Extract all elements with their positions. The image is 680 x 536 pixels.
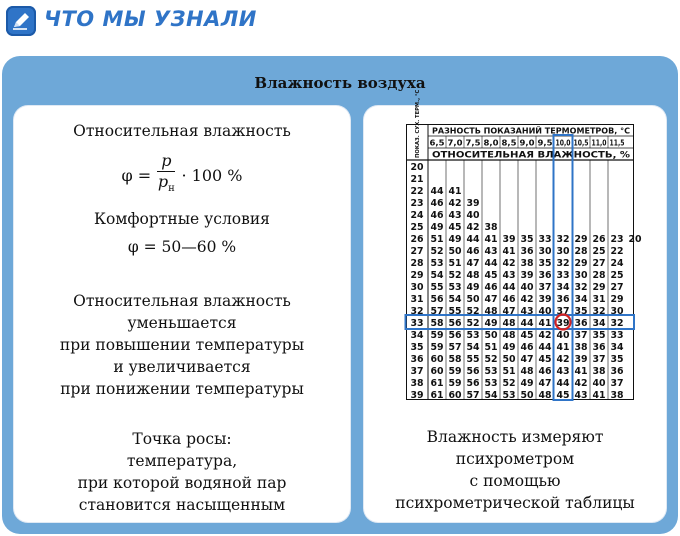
humidity-value: 40: [538, 305, 552, 317]
diff-value: 11,5: [609, 138, 625, 148]
humidity-value: 54: [484, 389, 498, 401]
formula-rhs: · 100 %: [181, 165, 243, 185]
humidity-value: 41: [556, 341, 570, 353]
caption-line-4: психрометрической таблицы: [395, 494, 635, 512]
humidity-value: 37: [592, 353, 606, 365]
humidity-value: 46: [538, 365, 552, 377]
humidity-value: 61: [430, 377, 444, 389]
humidity-value: 49: [520, 377, 534, 389]
humidity-value: 43: [502, 269, 516, 281]
humidity-value: 39: [556, 317, 570, 329]
formula-den-letter: p: [157, 171, 169, 191]
humidity-value: 50: [520, 389, 534, 401]
humidity-value: 53: [430, 257, 444, 269]
diff-header: РАЗНОСТЬ ПОКАЗАНИЙ ТЕРМОМЕТРОВ, °С: [432, 125, 634, 136]
psychrometric-table-svg: [406, 89, 642, 401]
humidity-value: 23: [610, 233, 624, 245]
humidity-value: 56: [430, 293, 444, 305]
humidity-value: 46: [430, 209, 444, 221]
humidity-value: 46: [502, 293, 516, 305]
humidity-value: 36: [538, 269, 552, 281]
humidity-value: 48: [484, 305, 498, 317]
humidity-value: 61: [430, 389, 444, 401]
humidity-value: 39: [574, 353, 588, 365]
humidity-value: 32: [592, 305, 606, 317]
humidity-value: 52: [466, 317, 480, 329]
humidity-value: 29: [592, 281, 606, 293]
dry-temp-value: 36: [410, 353, 424, 365]
humidity-line-2: уменьшается: [127, 314, 237, 332]
humidity-value: 27: [592, 257, 606, 269]
humidity-value: 43: [520, 305, 534, 317]
humidity-value: 46: [430, 197, 444, 209]
diff-value: 7,0: [447, 138, 463, 148]
humidity-value: 52: [430, 245, 444, 257]
humidity-value: 36: [592, 341, 606, 353]
pencil-icon: [6, 6, 36, 36]
dry-temp-value: 35: [410, 341, 424, 353]
humidity-value: 45: [520, 329, 534, 341]
humidity-value: 53: [502, 389, 516, 401]
humidity-value: 29: [574, 233, 588, 245]
dry-temp-value: 25: [410, 221, 424, 233]
relative-humidity-heading: Относительная влажность: [73, 122, 291, 140]
humidity-value: 25: [610, 269, 624, 281]
diff-value: 7,5: [465, 138, 481, 148]
humidity-value: 32: [574, 281, 588, 293]
humidity-value: 47: [520, 353, 534, 365]
humidity-value: 46: [466, 245, 480, 257]
humidity-value: 27: [610, 281, 624, 293]
humidity-value: 56: [466, 377, 480, 389]
humidity-value: 32: [556, 257, 570, 269]
humidity-value: 46: [484, 281, 498, 293]
psychrometer-card: [364, 89, 666, 522]
dry-temp-value: 38: [410, 377, 424, 389]
humidity-value: 49: [502, 341, 516, 353]
humidity-value: 46: [520, 341, 534, 353]
humidity-value: 51: [448, 257, 462, 269]
humidity-value: 29: [610, 293, 624, 305]
humidity-value: 59: [448, 377, 462, 389]
humidity-value: 59: [430, 341, 444, 353]
humidity-value: 35: [538, 257, 552, 269]
comfort-heading: Комфортные условия: [94, 210, 270, 228]
humidity-value: 53: [448, 281, 462, 293]
humidity-value: 59: [430, 329, 444, 341]
humidity-value: 57: [448, 341, 462, 353]
caption-line-1: Влажность измеряют: [426, 428, 604, 446]
formula-denominator: [158, 172, 175, 199]
humidity-value: 41: [502, 245, 516, 257]
humidity-value: 44: [430, 185, 444, 197]
humidity-value: 45: [484, 269, 498, 281]
humidity-value: 56: [448, 317, 462, 329]
humidity-value: 30: [538, 245, 552, 257]
humidity-value: 48: [466, 269, 480, 281]
humidity-value: 34: [592, 317, 606, 329]
dew-point-line-4: становится насыщенным: [78, 496, 286, 514]
header: [0, 0, 680, 44]
humidity-value: 39: [520, 269, 534, 281]
diff-value: 10,5: [573, 138, 589, 148]
humidity-value: 29: [574, 257, 588, 269]
humidity-value: 54: [448, 293, 462, 305]
dry-temp-value: 33: [410, 317, 424, 329]
humidity-value: 44: [484, 257, 498, 269]
humidity-value: 34: [556, 281, 570, 293]
humidity-value: 57: [466, 389, 480, 401]
definitions-card: [14, 106, 350, 522]
panel-title: Влажность воздуха: [254, 74, 426, 92]
dry-temp-value: 26: [410, 233, 424, 245]
dry-temp-value: 28: [410, 257, 424, 269]
humidity-value: 26: [592, 233, 606, 245]
humidity-value: 41: [574, 365, 588, 377]
humidity-value: 52: [502, 377, 516, 389]
humidity-value: 48: [538, 389, 552, 401]
dry-temp-value: 30: [410, 281, 424, 293]
humidity-value: 35: [520, 233, 534, 245]
humidity-value: 45: [556, 389, 570, 401]
humidity-value: 50: [484, 329, 498, 341]
humidity-value: 47: [538, 377, 552, 389]
humidity-value: 50: [466, 293, 480, 305]
corner-label: ПОКАЗ. СУХ. ТЕРМ., °С: [415, 89, 421, 158]
humidity-value: 53: [466, 329, 480, 341]
humidity-value: 41: [484, 233, 498, 245]
humidity-value: 47: [484, 293, 498, 305]
humidity-value: 42: [448, 197, 462, 209]
humidity-value: 56: [466, 365, 480, 377]
humidity-value: 45: [538, 353, 552, 365]
dry-temp-value: 29: [410, 269, 424, 281]
humidity-value: 48: [502, 317, 516, 329]
humidity-value: 36: [556, 293, 570, 305]
humidity-value: 50: [448, 245, 462, 257]
humidity-value: 38: [520, 257, 534, 269]
humidity-value: 55: [448, 305, 462, 317]
humidity-value: 49: [448, 233, 462, 245]
humidity-value: 32: [556, 233, 570, 245]
dry-temp-value: 31: [410, 293, 424, 305]
humidity-value: 36: [520, 245, 534, 257]
dry-temp-value: 32: [410, 305, 424, 317]
dry-temp-value: 20: [410, 161, 424, 173]
humidity-value: 37: [538, 281, 552, 293]
humidity-value: 33: [556, 269, 570, 281]
humidity-value: 43: [448, 209, 462, 221]
humidity-value: 42: [538, 329, 552, 341]
humidity-value: 58: [430, 317, 444, 329]
humidity-value: 44: [556, 377, 570, 389]
humidity-value: 51: [502, 365, 516, 377]
diff-value: 8,0: [483, 138, 499, 148]
dry-temp-value: 23: [410, 197, 424, 209]
humidity-line-3: при повышении температуры: [59, 336, 305, 354]
humidity-value: 42: [466, 221, 480, 233]
dew-point-line-2: температура,: [126, 452, 238, 470]
humidity-value: 36: [610, 365, 624, 377]
dry-temp-value: 34: [410, 329, 424, 341]
humidity-value: 34: [610, 341, 624, 353]
humidity-value: 51: [484, 341, 498, 353]
caption-line-2: психрометром: [455, 450, 575, 468]
diff-value: 11,0: [591, 138, 607, 148]
humidity-value: 31: [592, 293, 606, 305]
humidity-value: 30: [574, 269, 588, 281]
humidity-value: 33: [538, 233, 552, 245]
formula-den-sub: н: [168, 183, 175, 195]
humidity-value: 40: [556, 329, 570, 341]
humidity-value: 37: [556, 305, 570, 317]
humidity-value: 43: [574, 389, 588, 401]
humidity-value: 53: [484, 365, 498, 377]
humidity-value: 56: [448, 329, 462, 341]
humidity-formula: [14, 150, 350, 200]
humidity-value: 40: [592, 377, 606, 389]
dry-temp-value: 24: [410, 209, 424, 221]
humidity-value: 48: [520, 365, 534, 377]
humidity-value: 52: [484, 353, 498, 365]
humidity-value: 60: [430, 353, 444, 365]
humidity-value: 42: [520, 293, 534, 305]
humidity-value: 39: [466, 197, 480, 209]
humidity-line-4: и увеличивается: [113, 358, 251, 376]
dry-temp-value: 22: [410, 185, 424, 197]
humidity-value: 55: [430, 281, 444, 293]
humidity-value: 44: [466, 233, 480, 245]
section-title: ЧТО МЫ УЗНАЛИ: [44, 7, 257, 31]
humidity-value: 49: [484, 317, 498, 329]
diff-value: 9,5: [537, 138, 553, 148]
humidity-value: 43: [556, 365, 570, 377]
humidity-value: 40: [520, 281, 534, 293]
humidity-value: 28: [574, 245, 588, 257]
humidity-value: 54: [430, 269, 444, 281]
humidity-value: 52: [466, 305, 480, 317]
dry-temp-value: 21: [410, 173, 424, 185]
humidity-value: 58: [448, 353, 462, 365]
humidity-value: 38: [574, 341, 588, 353]
dew-point-line-3: при которой водяной пар: [77, 474, 287, 492]
psychrometric-table: [406, 89, 642, 401]
humidity-value: 42: [556, 353, 570, 365]
humidity-value: 28: [592, 269, 606, 281]
humidity-value: 42: [574, 377, 588, 389]
caption-line-3: с помощью: [469, 472, 561, 490]
diff-value: 9,0: [519, 138, 535, 148]
humidity-value: 37: [574, 329, 588, 341]
humidity-value: 49: [430, 221, 444, 233]
humidity-value: 38: [592, 365, 606, 377]
humidity-value: 60: [430, 365, 444, 377]
humidity-value: 20: [628, 233, 642, 245]
humidity-value: 35: [574, 305, 588, 317]
humidity-value: 54: [466, 341, 480, 353]
humidity-value: 40: [466, 209, 480, 221]
humidity-value: 24: [610, 257, 624, 269]
humidity-value: 59: [448, 365, 462, 377]
humidity-line-5: при понижении температуры: [60, 380, 304, 398]
humidity-value: 36: [574, 317, 588, 329]
humidity-value: 48: [502, 329, 516, 341]
diff-value: 10,0: [555, 138, 571, 148]
humidity-value: 41: [538, 317, 552, 329]
humidity-value: 39: [502, 233, 516, 245]
humidity-value: 30: [610, 305, 624, 317]
humidity-header: ОТНОСИТЕЛЬНАЯ ВЛАЖНОСТЬ, %: [432, 149, 631, 160]
humidity-value: 41: [448, 185, 462, 197]
humidity-value: 43: [484, 245, 498, 257]
humidity-value: 39: [538, 293, 552, 305]
humidity-value: 41: [592, 389, 606, 401]
dry-temp-value: 39: [410, 389, 424, 401]
humidity-value: 33: [610, 329, 624, 341]
humidity-value: 49: [466, 281, 480, 293]
humidity-value: 50: [502, 353, 516, 365]
formula-lhs: φ =: [121, 165, 152, 185]
humidity-value: 38: [484, 221, 498, 233]
humidity-value: 30: [556, 245, 570, 257]
formula-numerator: p: [157, 151, 175, 172]
humidity-value: 51: [430, 233, 444, 245]
humidity-value: 47: [466, 257, 480, 269]
humidity-value: 22: [610, 245, 624, 257]
humidity-value: 44: [502, 281, 516, 293]
humidity-value: 57: [430, 305, 444, 317]
humidity-value: 55: [466, 353, 480, 365]
dew-point-line-1: Точка росы:: [132, 430, 232, 448]
dry-temp-value: 27: [410, 245, 424, 257]
humidity-value: 42: [502, 257, 516, 269]
humidity-line-1: Относительная влажность: [73, 292, 291, 310]
humidity-value: 25: [592, 245, 606, 257]
humidity-value: 53: [484, 377, 498, 389]
humidity-value: 47: [502, 305, 516, 317]
humidity-value: 35: [610, 353, 624, 365]
humidity-value: 60: [448, 389, 462, 401]
comfort-range: φ = 50—60 %: [127, 238, 237, 256]
humidity-value: 38: [610, 389, 624, 401]
diff-value: 6,5: [429, 138, 445, 148]
humidity-value: 44: [520, 317, 534, 329]
humidity-value: 45: [448, 221, 462, 233]
dry-temp-value: 37: [410, 365, 424, 377]
humidity-value: 37: [610, 377, 624, 389]
humidity-value: 52: [448, 269, 462, 281]
formula-fraction: [157, 151, 175, 199]
diff-value: 8,5: [501, 138, 517, 148]
humidity-value: 44: [538, 341, 552, 353]
humidity-value: 32: [610, 317, 624, 329]
humidity-value: 34: [574, 293, 588, 305]
humidity-value: 35: [592, 329, 606, 341]
